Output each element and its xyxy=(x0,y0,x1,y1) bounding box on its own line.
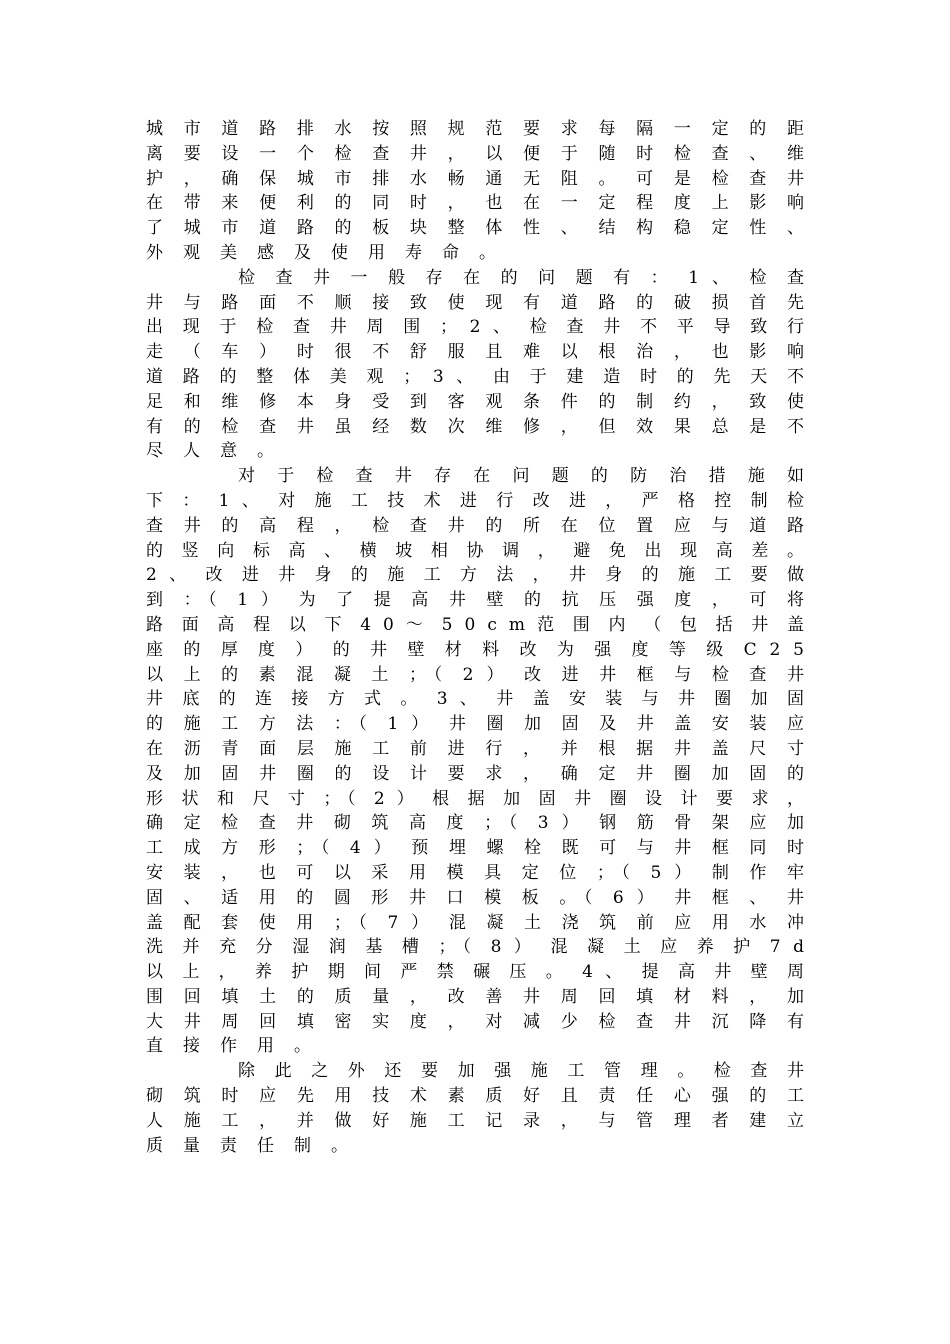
text-line: 在 沥 青 面 层 施 工 前 进 行 ， 并 根 据 井 盖 尺 寸 xyxy=(146,738,804,759)
text-line: 城 市 道 路 排 水 按 照 规 范 要 求 每 隔 一 定 的 距 xyxy=(146,119,804,139)
text-line: 尽人意。 xyxy=(146,441,294,462)
text-line: 的 施 工 方 法 ：（ 1 ） 井 圈 加 固 及 井 盖 安 装 应 xyxy=(146,714,804,735)
text-line: 到 ：（ 1 ） 为 了 提 高 井 壁 的 抗 压 强 度 ， 可 将 xyxy=(146,590,804,611)
text-line: 形 状 和 尺 寸 ；（ 2 ） 根 据 加 固 井 圈 设 计 要 求 ， xyxy=(146,788,804,809)
text-line: 以 上 ， 养 护 期 间 严 禁 碾 压 。 4 、 提 高 井 壁 周 xyxy=(146,962,804,983)
text-line: 砌 筑 时 应 先 用 技 术 素 质 好 且 责 任 心 强 的 工 xyxy=(146,1086,804,1107)
paragraph-first-line: 对 于 检 查 井 存 在 问 题 的 防 治 措 施 如 xyxy=(238,466,804,487)
text-line: 道 路 的 整 体 美 观 ； 3 、 由 于 建 造 时 的 先 天 不 xyxy=(146,366,804,387)
text-line: 有 的 检 查 井 虽 经 数 次 维 修 ， 但 效 果 总 是 不 xyxy=(146,416,804,437)
text-line: 直接作用。 xyxy=(146,1036,331,1057)
paragraph-first-line: 除 此 之 外 还 要 加 强 施 工 管 理 。 检 查 井 xyxy=(238,1061,804,1082)
text-line: 洗 并 充 分 湿 润 基 槽 ；（ 8 ） 混 凝 土 应 养 护 7 d xyxy=(146,937,804,958)
text-line: 质量责任制。 xyxy=(146,1135,368,1156)
text-line: 的 竖 向 标 高 、 横 坡 相 协 调 ， 避 免 出 现 高 差 。 xyxy=(146,540,804,561)
text-line: 固 、 适 用 的 圆 形 井 口 模 板 。（ 6 ） 井 框 、 井 xyxy=(146,887,804,908)
text-line: 安 装 ， 也 可 以 采 用 模 具 定 位 ；（ 5 ） 制 作 牢 xyxy=(146,862,804,883)
text-line: 围 回 填 土 的 质 量 ， 改 善 井 周 回 填 材 料 ， 加 xyxy=(146,986,804,1007)
text-line: 井 与 路 面 不 顺 接 致 使 现 有 道 路 的 破 损 首 先 xyxy=(146,292,804,313)
text-line: 及 加 固 井 圈 的 设 计 要 求 ， 确 定 井 圈 加 固 的 xyxy=(146,763,804,784)
text-line: 护 ， 确 保 城 市 排 水 畅 通 无 阻 。 可 是 检 查 井 xyxy=(146,168,804,189)
text-line: 在 带 来 便 利 的 同 时 ， 也 在 一 定 程 度 上 影 响 xyxy=(146,193,804,214)
text-line: 足 和 维 修 本 身 受 到 客 观 条 件 的 制 约 ， 致 使 xyxy=(146,391,804,412)
document-body xyxy=(146,117,804,1158)
text-line: 离 要 设 一 个 检 查 井 ， 以 便 于 随 时 检 查 、 维 xyxy=(146,143,804,164)
text-line: 下 ： 1 、 对 施 工 技 术 进 行 改 进 ， 严 格 控 制 检 xyxy=(146,490,804,511)
text-line: 出 现 于 检 查 井 周 围 ； 2 、 检 查 井 不 平 导 致 行 xyxy=(146,317,804,338)
text-line: 外观美感及使用寿命。 xyxy=(146,242,516,263)
text-line: 工 成 方 形 ；（ 4 ） 预 埋 螺 栓 既 可 与 井 框 同 时 xyxy=(146,838,804,859)
text-line: 以 上 的 素 混 凝 土 ；（ 2 ） 改 进 井 框 与 检 查 井 xyxy=(146,664,804,685)
text-line: 人 施 工 ， 并 做 好 施 工 记 录 ， 与 管 理 者 建 立 xyxy=(146,1110,804,1131)
text-line: 盖 配 套 使 用 ；（ 7 ） 混 凝 土 浇 筑 前 应 用 水 冲 xyxy=(146,912,804,933)
text-line: 查 井 的 高 程 ， 检 查 井 的 所 在 位 置 应 与 道 路 xyxy=(146,515,804,536)
text-line: 确 定 检 查 井 砌 筑 高 度 ；（ 3 ） 钢 筋 骨 架 应 加 xyxy=(146,813,804,834)
text-line: 2 、 改 进 井 身 的 施 工 方 法 ， 井 身 的 施 工 要 做 xyxy=(146,565,804,586)
text-line: 了 城 市 道 路 的 板 块 整 体 性 、 结 构 稳 定 性 、 xyxy=(146,218,804,239)
text-line: 座 的 厚 度 ） 的 井 壁 材 料 改 为 强 度 等 级 C 2 5 xyxy=(146,639,804,660)
text-line: 路 面 高 程 以 下 4 0 ～ 5 0 c m 范 围 内 （ 包 括 井 盖 xyxy=(146,614,804,635)
text-line: 走 （ 车 ） 时 很 不 舒 服 且 难 以 根 治 ， 也 影 响 xyxy=(146,342,804,363)
paragraph-first-line: 检 查 井 一 般 存 在 的 问 题 有 ： 1 、 检 查 xyxy=(238,267,804,288)
text-line: 井 底 的 连 接 方 式 。 3 、 井 盖 安 装 与 井 圈 加 固 xyxy=(146,689,804,710)
text-line: 大 井 周 回 填 密 实 度 ， 对 减 少 检 查 井 沉 降 有 xyxy=(146,1011,804,1032)
